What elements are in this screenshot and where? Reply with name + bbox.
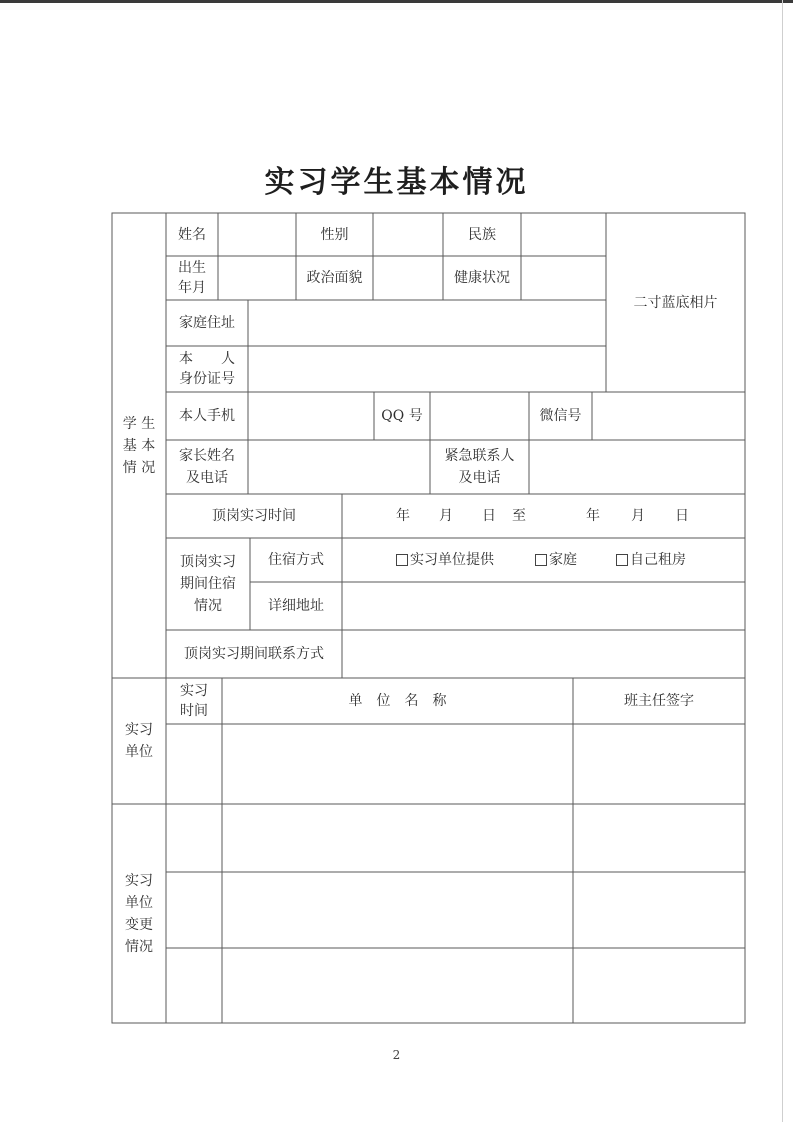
scan-top-edge xyxy=(0,0,793,3)
section-student-basic-label xyxy=(112,213,166,678)
period-month-end: 月 xyxy=(631,508,645,524)
health-label: 健康状况 xyxy=(454,270,510,286)
section3-label-line: 情况 xyxy=(125,938,153,955)
period-year-start: 年 xyxy=(396,508,410,524)
period-day-start: 日 xyxy=(482,508,496,524)
detail-address-field[interactable] xyxy=(342,582,745,630)
internship-time-field[interactable] xyxy=(166,724,222,804)
ethnicity-label: 民族 xyxy=(468,226,496,243)
housing-label-line: 期间住宿 xyxy=(180,576,236,592)
unit-change-row[interactable] xyxy=(166,804,745,872)
option-rent-label: 自己租房 xyxy=(630,552,686,568)
mobile-field[interactable] xyxy=(248,392,374,440)
unit-name-field[interactable] xyxy=(222,724,573,804)
photo-box: 二寸蓝底相片 xyxy=(633,294,718,311)
internship-time-header xyxy=(166,678,222,724)
home-address-field[interactable] xyxy=(248,300,606,346)
period-to: 至 xyxy=(512,508,526,524)
housing-label-line: 情况 xyxy=(194,598,222,614)
parent-contact-label xyxy=(166,440,248,494)
gender-label: 性别 xyxy=(320,226,349,243)
name-field[interactable] xyxy=(218,213,296,256)
option-company-provided[interactable] xyxy=(396,549,494,571)
section3-label-line: 实习 xyxy=(125,872,153,889)
housing-label-line: 顶岗实习 xyxy=(180,554,236,570)
period-day-end: 日 xyxy=(675,508,689,524)
wechat-field[interactable] xyxy=(592,392,745,440)
parent-contact-field[interactable] xyxy=(248,440,430,494)
wechat-label: 微信号 xyxy=(539,408,582,424)
section-label-line: 学 生 xyxy=(122,415,156,432)
lodging-mode-options xyxy=(342,538,745,582)
home-address-label: 家庭住址 xyxy=(179,315,235,331)
id-number-label xyxy=(166,346,248,392)
political-status-field[interactable] xyxy=(373,256,443,300)
qq-field[interactable] xyxy=(430,392,529,440)
internship-contact-field[interactable] xyxy=(342,630,745,678)
political-status-label: 政治面貌 xyxy=(306,270,363,286)
section3-label-line: 单位 xyxy=(125,894,153,911)
page-title: 实习学生基本情况 xyxy=(264,165,529,200)
option-self-rent[interactable] xyxy=(616,549,686,571)
teacher-signature-field[interactable] xyxy=(573,724,745,804)
internship-period-field[interactable] xyxy=(342,494,745,538)
unit-name-header: 单 位 名 称 xyxy=(348,693,447,709)
unit-change-row[interactable] xyxy=(166,948,745,1023)
time-header-line: 实习 xyxy=(180,683,208,699)
section-label-line: 基 本 xyxy=(122,437,156,454)
period-year-end: 年 xyxy=(586,508,600,524)
gender-field[interactable] xyxy=(373,213,443,256)
section2-label-line: 实习 xyxy=(125,722,153,738)
period-month-start: 月 xyxy=(439,508,453,524)
parent-label-line: 及电话 xyxy=(186,470,228,486)
health-field[interactable] xyxy=(521,256,606,300)
section2-label-line: 单位 xyxy=(125,744,153,760)
emergency-contact-label xyxy=(430,440,529,494)
unit-change-row[interactable] xyxy=(166,872,745,948)
ethnicity-field[interactable] xyxy=(521,213,606,256)
birth-label-line: 年月 xyxy=(178,280,206,296)
qq-label: QQ 号 xyxy=(381,408,423,424)
section3-label-line: 变更 xyxy=(125,916,153,933)
option-family[interactable] xyxy=(535,549,577,571)
option-home-label: 家庭 xyxy=(549,552,577,568)
option-company-label: 实习单位提供 xyxy=(410,552,494,568)
lodging-mode-label: 住宿方式 xyxy=(268,552,324,568)
parent-label-line: 家长姓名 xyxy=(179,448,235,464)
emergency-label-line: 及电话 xyxy=(458,470,501,486)
section-unit-change-label xyxy=(112,804,166,1023)
teacher-signature-header: 班主任签字 xyxy=(624,693,694,709)
id-label-line: 身份证号 xyxy=(179,371,235,387)
name-label: 姓名 xyxy=(178,226,206,243)
time-header-line: 时间 xyxy=(180,703,208,719)
checkbox-icon xyxy=(535,554,547,566)
emergency-contact-field[interactable] xyxy=(529,440,745,494)
detail-address-label: 详细地址 xyxy=(268,598,324,614)
internship-period-label: 顶岗实习时间 xyxy=(212,508,296,524)
birth-field[interactable] xyxy=(218,256,296,300)
checkbox-icon xyxy=(616,554,628,566)
section-internship-unit-label xyxy=(112,678,166,804)
internship-contact-label: 顶岗实习期间联系方式 xyxy=(184,646,324,662)
section-label-line: 情 况 xyxy=(122,459,156,476)
birth-label xyxy=(166,256,218,300)
id-number-field[interactable] xyxy=(248,346,606,392)
birth-label-line: 出生 xyxy=(178,260,206,276)
id-label-line: 本 人 xyxy=(179,351,235,367)
emergency-label-line: 紧急联系人 xyxy=(444,448,515,464)
housing-label xyxy=(166,538,250,630)
checkbox-icon xyxy=(396,554,408,566)
mobile-label: 本人手机 xyxy=(179,408,235,424)
page-number: 2 xyxy=(392,1048,401,1062)
